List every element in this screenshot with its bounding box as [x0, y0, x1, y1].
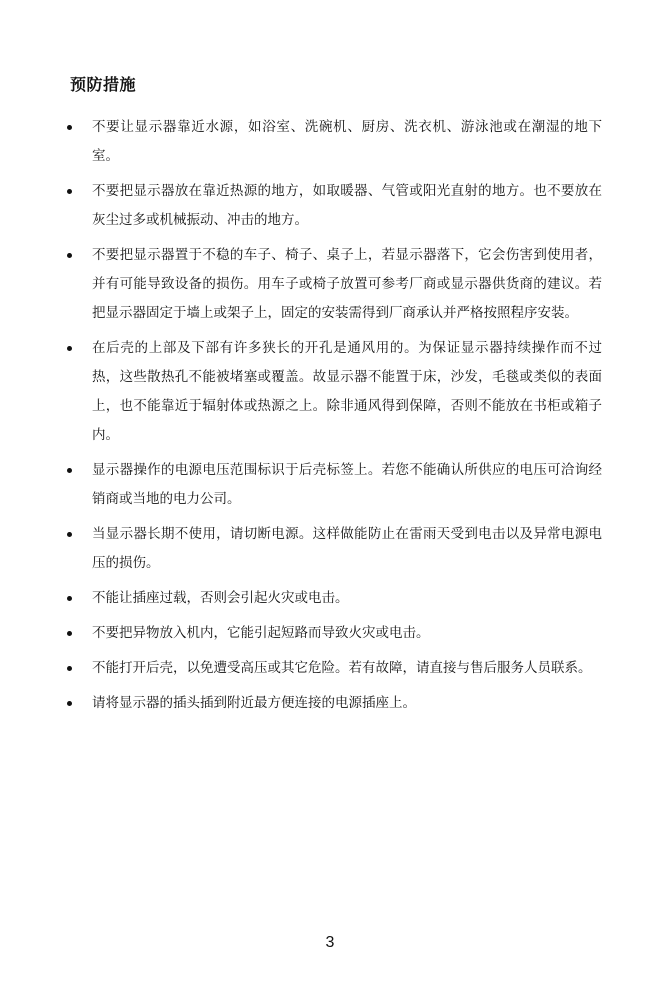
bullet-icon — [67, 253, 72, 258]
bullet-icon — [67, 532, 72, 537]
list-item — [0, 241, 660, 328]
bullet-icon — [67, 666, 72, 671]
bullet-icon — [67, 468, 72, 473]
list-item-text: 不要把显示器置于不稳的车子、椅子、桌子上，若显示器落下，它会伤害到使用者，并有可能导致设备的损伤。用车子或椅子放置可参考厂商或显示器供货商的建议。若把显示器固定于墙上或架子上，固定的安装需得到厂商承认并严格按照程序安装。 — [92, 247, 602, 321]
bullet-icon — [67, 631, 72, 636]
list-item-text: 当显示器长期不使用，请切断电源。这样做能防止在雷雨天受到电击以及异常电源电压的损伤。 — [92, 526, 602, 571]
list-item — [0, 520, 660, 578]
bullet-icon — [67, 125, 72, 130]
list-item — [0, 584, 660, 613]
list-item — [0, 177, 660, 235]
list-item — [0, 334, 660, 450]
bullet-icon — [67, 189, 72, 194]
list-item-text: 请将显示器的插头插到附近最方便连接的电源插座上。 — [92, 695, 416, 711]
bullet-icon — [67, 346, 72, 351]
list-item-text: 不能打开后壳，以免遭受高压或其它危险。若有故障，请直接与售后服务人员联系。 — [92, 660, 592, 676]
bullet-icon — [67, 701, 72, 706]
bullet-icon — [67, 596, 72, 601]
list-item-text: 不要把显示器放在靠近热源的地方，如取暖器、气管或阳光直射的地方。也不要放在灰尘过多或机械振动、冲击的地方。 — [92, 183, 602, 228]
list-item — [0, 113, 660, 171]
list-item-text: 不能让插座过载，否则会引起火灾或电击。 — [92, 590, 349, 606]
precautions-list — [0, 113, 660, 724]
list-item-text: 在后壳的上部及下部有许多狭长的开孔是通风用的。为保证显示器持续操作而不过热，这些散热孔不能被堵塞或覆盖。故显示器不能置于床，沙发，毛毯或类似的表面上，也不能靠近于辐射体或热源之上。除非通风得到保障，否则不能放在书柜或箱子内。 — [92, 340, 602, 443]
section-heading: 预防措施 — [70, 75, 137, 94]
list-item — [0, 689, 660, 718]
page-number: 3 — [325, 934, 335, 951]
list-item — [0, 619, 660, 648]
list-item-text: 显示器操作的电源电压范围标识于后壳标签上。若您不能确认所供应的电压可洽询经销商或当地的电力公司。 — [92, 462, 602, 507]
list-item — [0, 456, 660, 514]
list-item — [0, 654, 660, 683]
list-item-text: 不要把异物放入机内，它能引起短路而导致火灾或电击。 — [92, 625, 430, 641]
list-item-text: 不要让显示器靠近水源，如浴室、洗碗机、厨房、洗衣机、游泳池或在潮湿的地下室。 — [92, 119, 602, 164]
